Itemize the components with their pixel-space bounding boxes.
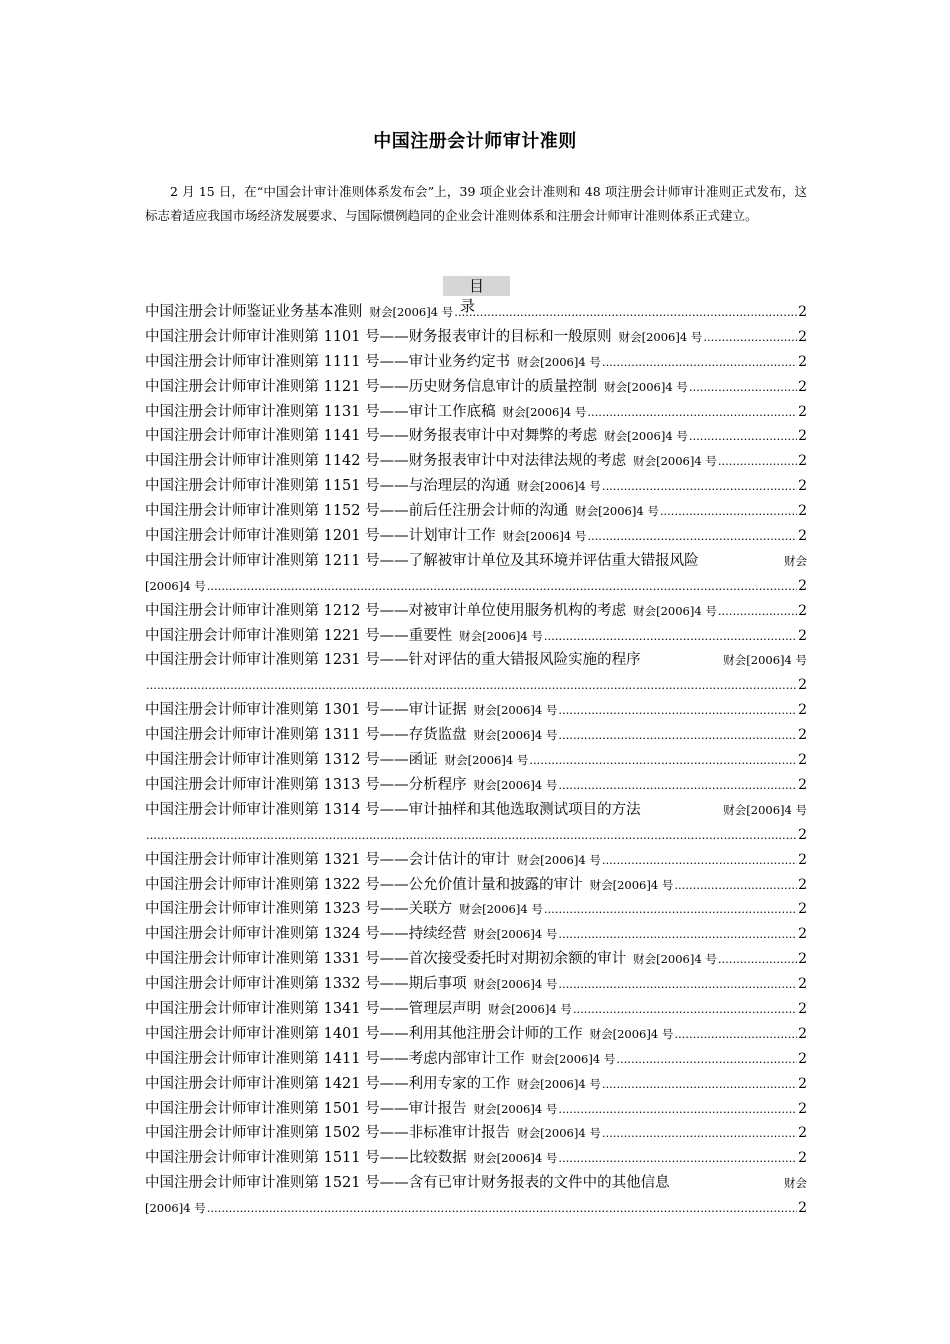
toc-entry-page: 2 [798, 403, 807, 420]
toc-entry-title: 中国注册会计师审计准则第 1311 号——存货监盘 [145, 727, 467, 744]
toc-entry[interactable] [145, 873, 807, 898]
toc-entry-leader [558, 698, 797, 723]
toc-entry-leader [689, 424, 797, 449]
toc-entry-leader [558, 1146, 797, 1171]
toc-entry-source: 财会[2006]4 号 [633, 952, 717, 967]
toc-entry-page: 2 [798, 1075, 807, 1092]
toc-entry-page: 2 [798, 901, 807, 918]
toc-entry-page: 2 [798, 677, 807, 694]
toc-entry-title: 中国注册会计师审计准则第 1322 号——公允价值计量和披露的审计 [145, 876, 583, 893]
toc-entry[interactable] [145, 474, 807, 499]
toc-entry-source: 财会[2006]4 号 [473, 777, 558, 792]
toc-entry-page: 2 [798, 727, 807, 744]
toc-entry-title: 中国注册会计师鉴证业务基本准则 [145, 304, 363, 320]
toc-entry-leader [146, 823, 797, 848]
toc-entry-page: 2 [798, 876, 807, 893]
toc-entry-page: 2 [798, 951, 807, 968]
toc-entry-title: 中国注册会计师审计准则第 1152 号——前后任注册会计师的沟通 [145, 503, 569, 520]
toc-entry-title: 中国注册会计师审计准则第 1314 号——审计抽样和其他选取测试项目的方法 [145, 801, 641, 818]
toc-entry-title: 中国注册会计师审计准则第 1312 号——函证 [145, 752, 438, 769]
toc-entry-leader [602, 1121, 797, 1146]
toc-entry-title: 中国注册会计师审计准则第 1111 号——审计业务约定书 [145, 353, 511, 370]
toc-entry-line [145, 823, 807, 848]
toc-entry-title: 中国注册会计师审计准则第 1521 号——含有已审计财务报表的文件中的其他信息 [145, 1175, 670, 1192]
toc-entry-title: 中国注册会计师审计准则第 1301 号——审计证据 [145, 702, 467, 719]
toc-entry-leader [146, 673, 797, 698]
toc-entry-source: 财会[2006]4 号 [517, 1126, 601, 1141]
toc-entry[interactable] [145, 848, 807, 873]
toc-entry-page: 2 [798, 1150, 807, 1167]
toc-entry-title: 中国注册会计师审计准则第 1421 号——利用专家的工作 [145, 1075, 511, 1092]
toc-entry[interactable] [145, 1022, 807, 1047]
toc-entry-page: 2 [798, 528, 807, 545]
toc-entry[interactable] [145, 1146, 807, 1171]
toc-entry-page: 2 [798, 577, 807, 594]
toc-entry-leader [529, 748, 797, 773]
toc-entry[interactable] [145, 773, 807, 798]
toc-entry-line [145, 574, 807, 599]
toc-entry[interactable] [145, 424, 807, 449]
toc-entry-leader [674, 1022, 797, 1047]
toc-entry-source: 财会[2006]4 号 [473, 977, 558, 992]
toc-entry-source: 财会[2006]4 号 [473, 1101, 558, 1116]
toc-entry-source: 财会[2006]4 号 [517, 354, 601, 369]
toc-entry-title: 中国注册会计师审计准则第 1401 号——利用其他注册会计师的工作 [145, 1025, 583, 1042]
toc-entry[interactable] [145, 648, 807, 698]
toc-entry-page: 2 [798, 503, 807, 520]
toc-entry-title: 中国注册会计师审计准则第 1501 号——审计报告 [145, 1100, 467, 1117]
toc-entry-leader [718, 449, 797, 474]
toc-entry-source-continued: [2006]4 号 [145, 1201, 206, 1216]
toc-entry-source: 财会[2006]4 号 [473, 1151, 558, 1166]
toc-entry[interactable] [145, 400, 807, 425]
toc-entry[interactable] [145, 350, 807, 375]
toc-entry-source: 财会[2006]4 号 [473, 703, 558, 718]
toc-entry-leader [558, 1097, 797, 1122]
toc-entry-source: 财会[2006]4 号 [618, 329, 703, 344]
toc-entry-leader [602, 350, 797, 375]
toc-entry-source-continued: [2006]4 号 [145, 578, 206, 593]
toc-entry-title: 中国注册会计师审计准则第 1141 号——财务报表审计中对舞弊的考虑 [145, 428, 598, 445]
toc-entry-page: 2 [798, 1200, 807, 1217]
toc-entry-source: 财会[2006]4 号 [723, 802, 807, 817]
toc-entry-title: 中国注册会计师审计准则第 1502 号——非标准审计报告 [145, 1125, 511, 1142]
toc-entry[interactable] [145, 897, 807, 922]
toc-entry-source: 财会[2006]4 号 [589, 1026, 674, 1041]
toc-entry[interactable] [145, 698, 807, 723]
toc-entry-title: 中国注册会计师审计准则第 1131 号——审计工作底稿 [145, 403, 496, 420]
toc-entry-title: 中国注册会计师审计准则第 1211 号——了解被审计单位及其环境并评估重大错报风险 [145, 552, 699, 569]
toc-entry-title: 中国注册会计师审计准则第 1121 号——历史财务信息审计的质量控制 [145, 378, 598, 395]
toc-entry-leader [602, 1072, 797, 1097]
toc-entry-leader [718, 599, 797, 624]
toc-entry-source: 财会 [784, 553, 807, 568]
toc-entry-leader [587, 524, 797, 549]
toc-entry-title: 中国注册会计师审计准则第 1212 号——对被审计单位使用服务机构的考虑 [145, 602, 627, 619]
toc-entry-source: 财会 [784, 1176, 807, 1191]
toc-entry-title: 中国注册会计师审计准则第 1151 号——与治理层的沟通 [145, 478, 511, 495]
intro-paragraph: 2 月 15 日，在“中国会计审计准则体系发布会”上，39 项企业会计准则和 48 项注册会计师审计准则正式发布，这标志着适应我国市场经济发展要求、与国际惯例趋同的企业会计准则体系和注册会计师审计准则体系正式建立。 [145, 184, 807, 223]
toc-entry-leader [207, 574, 797, 599]
toc-entry-leader [207, 1196, 797, 1221]
toc-entry[interactable] [145, 748, 807, 773]
toc-entry[interactable] [145, 972, 807, 997]
toc-entry-source: 财会[2006]4 号 [517, 1076, 601, 1091]
toc-entry[interactable] [145, 723, 807, 748]
toc-entry-page: 2 [798, 1025, 807, 1042]
toc-entry-leader [602, 848, 797, 873]
toc-entry-leader [660, 499, 797, 524]
toc-entry-page: 2 [798, 378, 807, 395]
toc-entry-page: 2 [798, 976, 807, 993]
toc-entry-source: 财会[2006]4 号 [473, 927, 558, 942]
toc-entry-leader [558, 723, 797, 748]
toc-entry[interactable] [145, 1072, 807, 1097]
toc-entry-leader [718, 947, 797, 972]
toc-entry[interactable] [145, 524, 807, 549]
toc-entry-leader [544, 624, 797, 649]
toc-entry-source: 财会[2006]4 号 [444, 753, 529, 768]
document-title: 中国注册会计师审计准则 [373, 131, 577, 152]
toc-entry-source: 财会[2006]4 号 [723, 653, 807, 668]
toc-heading: 目录 [443, 276, 510, 296]
toc-entry-title: 中国注册会计师审计准则第 1411 号——考虑内部审计工作 [145, 1050, 525, 1067]
toc-entry[interactable] [145, 947, 807, 972]
toc-entry-title: 中国注册会计师审计准则第 1142 号——财务报表审计中对法律法规的考虑 [145, 453, 627, 470]
toc-entry[interactable] [145, 499, 807, 524]
toc-entry-page: 2 [798, 776, 807, 793]
toc-entry-page: 2 [798, 752, 807, 769]
toc-entry[interactable] [145, 375, 807, 400]
toc-entry-page: 2 [798, 304, 807, 320]
table-of-contents [145, 300, 807, 1221]
toc-entry-source: 财会[2006]4 号 [459, 902, 543, 917]
toc-entry-page: 2 [798, 602, 807, 619]
toc-entry-title: 中国注册会计师审计准则第 1341 号——管理层声明 [145, 1000, 482, 1017]
toc-entry-title: 中国注册会计师审计准则第 1313 号——分析程序 [145, 776, 467, 793]
toc-entry-line [145, 1171, 807, 1196]
toc-entry-title: 中国注册会计师审计准则第 1324 号——持续经营 [145, 926, 467, 943]
toc-entry-leader [558, 972, 797, 997]
toc-entry-leader [616, 1047, 797, 1072]
toc-entry[interactable] [145, 449, 807, 474]
toc-entry-page: 2 [798, 1125, 807, 1142]
toc-entry-source: 财会[2006]4 号 [633, 454, 717, 469]
toc-entry-line [145, 648, 807, 673]
toc-entry-source: 财会[2006]4 号 [517, 479, 601, 494]
toc-entry[interactable] [145, 798, 807, 848]
toc-entry-source: 财会[2006]4 号 [531, 1051, 616, 1066]
toc-entry-leader [689, 375, 797, 400]
toc-entry-source: 财会[2006]4 号 [604, 429, 688, 444]
toc-entry-page: 2 [798, 851, 807, 868]
toc-entry-page: 2 [798, 453, 807, 470]
toc-entry-leader [602, 474, 797, 499]
toc-entry-title: 中国注册会计师审计准则第 1332 号——期后事项 [145, 976, 467, 993]
toc-entry-title: 中国注册会计师审计准则第 1101 号——财务报表审计的目标和一般原则 [145, 328, 612, 345]
toc-entry-line [145, 798, 807, 823]
toc-entry[interactable] [145, 997, 807, 1022]
toc-entry-leader [454, 300, 797, 325]
toc-entry-page: 2 [798, 353, 807, 370]
toc-entry-leader [544, 897, 797, 922]
toc-entry-page: 2 [798, 328, 807, 345]
toc-entry-source: 财会[2006]4 号 [575, 504, 659, 519]
toc-entry-page: 2 [798, 1000, 807, 1017]
toc-entry-title: 中国注册会计师审计准则第 1323 号——关联方 [145, 901, 453, 918]
toc-entry-source: 财会[2006]4 号 [589, 877, 674, 892]
toc-entry[interactable] [145, 325, 807, 350]
toc-entry-page: 2 [798, 1100, 807, 1117]
toc-entry[interactable] [145, 1047, 807, 1072]
toc-entry-page: 2 [798, 428, 807, 445]
toc-entry-source: 财会[2006]4 号 [473, 728, 558, 743]
toc-entry-source: 财会[2006]4 号 [517, 852, 601, 867]
toc-entry[interactable] [145, 599, 807, 624]
toc-entry-page: 2 [798, 1050, 807, 1067]
toc-entry-source: 财会[2006]4 号 [369, 305, 454, 319]
toc-entry-title: 中国注册会计师审计准则第 1511 号——比较数据 [145, 1150, 467, 1167]
toc-entry-title: 中国注册会计师审计准则第 1321 号——会计估计的审计 [145, 851, 511, 868]
toc-entry-source: 财会[2006]4 号 [502, 529, 587, 544]
toc-entry-page: 2 [798, 478, 807, 495]
toc-entry-title: 中国注册会计师审计准则第 1231 号——针对评估的重大错报风险实施的程序 [145, 652, 641, 669]
toc-entry-leader [558, 922, 797, 947]
toc-entry-page: 2 [798, 926, 807, 943]
toc-entry-source: 财会[2006]4 号 [604, 379, 688, 394]
toc-entry[interactable] [145, 1171, 807, 1221]
toc-entry-page: 2 [798, 826, 807, 843]
toc-entry-page: 2 [798, 627, 807, 644]
toc-entry-leader [587, 400, 797, 425]
toc-entry[interactable] [145, 549, 807, 599]
toc-entry-leader [674, 873, 797, 898]
toc-entry-line [145, 549, 807, 574]
toc-entry-source: 财会[2006]4 号 [633, 603, 717, 618]
toc-entry-title: 中国注册会计师审计准则第 1201 号——计划审计工作 [145, 528, 496, 545]
toc-entry-source: 财会[2006]4 号 [502, 404, 587, 419]
toc-entry-line [145, 673, 807, 698]
toc-entry-source: 财会[2006]4 号 [488, 1001, 572, 1016]
toc-entry-leader [703, 325, 797, 350]
toc-entry-title: 中国注册会计师审计准则第 1331 号——首次接受委托时对期初余额的审计 [145, 951, 627, 968]
toc-entry-leader [573, 997, 797, 1022]
toc-entry[interactable] [145, 624, 807, 649]
toc-entry[interactable] [145, 1121, 807, 1146]
toc-entry-source: 财会[2006]4 号 [459, 628, 543, 643]
toc-entry[interactable] [145, 1097, 807, 1122]
toc-entry-page: 2 [798, 702, 807, 719]
toc-entry-title: 中国注册会计师审计准则第 1221 号——重要性 [145, 627, 453, 644]
toc-entry[interactable] [145, 300, 807, 325]
toc-entry-line [145, 1196, 807, 1221]
toc-entry-leader [558, 773, 797, 798]
toc-entry[interactable] [145, 922, 807, 947]
